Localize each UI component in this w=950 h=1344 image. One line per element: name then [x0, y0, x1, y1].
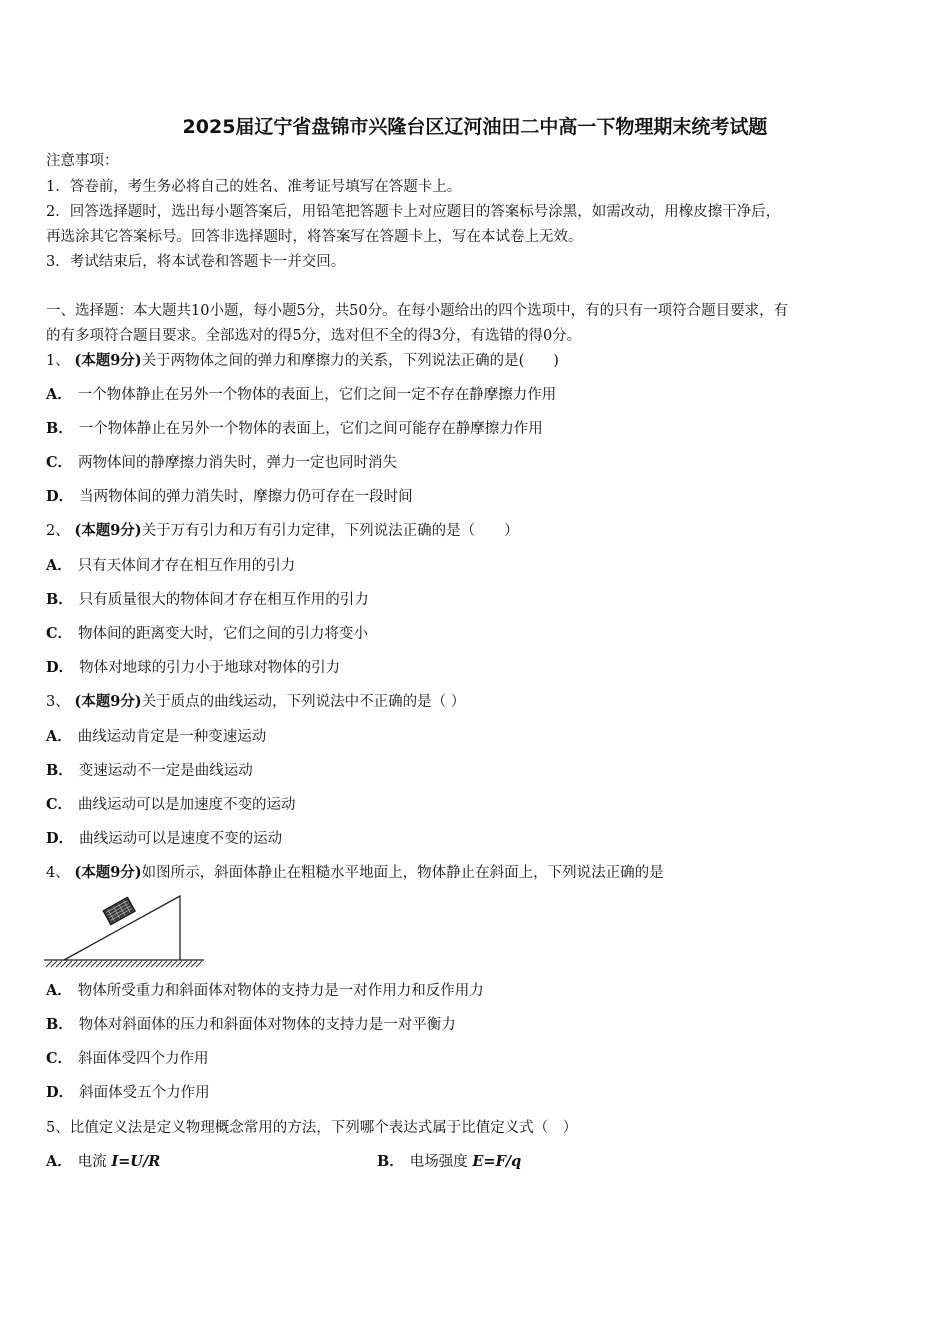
notice-item: 再选涂其它答案标号。回答非选择题时，将答案写在答题卡上，写在本试卷上无效。: [46, 229, 583, 245]
option-label: D．: [46, 659, 74, 676]
option-d[interactable]: [46, 658, 340, 678]
option-text: 斜面体受五个力作用: [79, 1085, 210, 1101]
option-formula: E=F/q: [472, 1153, 522, 1170]
option-d[interactable]: [46, 487, 413, 507]
question-score: (本题9分): [74, 522, 142, 539]
notice-item: 1．答卷前，考生务必将自己的姓名、准考证号填写在答题卡上。: [46, 179, 462, 195]
notice-item: 3．考试结束后，将本试卷和答题卡一并交回。: [46, 254, 346, 270]
section-intro-line-1: 一、选择题：本大题共10小题，每小题5分，共50分。在每小题给出的四个选项中，有的只有一项符合题目要求，有: [46, 303, 789, 319]
option-label: A．: [46, 557, 72, 574]
option-d[interactable]: [46, 829, 282, 849]
question-stem: [46, 521, 519, 541]
incline-diagram: [44, 892, 206, 970]
option-label: B．: [46, 762, 73, 779]
question-stem: [46, 351, 559, 371]
notice-heading: 注意事项：: [46, 153, 119, 169]
question-stem: [46, 1118, 577, 1138]
question-number: 4、: [46, 865, 70, 881]
option-b[interactable]: [46, 1015, 456, 1035]
question-text: 如图所示，斜面体静止在粗糙水平地面上，物体静止在斜面上，下列说法正确的是: [141, 865, 664, 881]
option-b[interactable]: [46, 761, 253, 781]
option-text: 电流: [77, 1154, 112, 1170]
question-stem: [46, 692, 465, 712]
question-number: 2、: [46, 523, 70, 539]
question-text: 关于万有引力和万有引力定律，下列说法正确的是（ ）: [141, 523, 519, 539]
question-score: (本题9分): [74, 864, 142, 881]
option-text: 曲线运动可以是加速度不变的运动: [78, 797, 296, 813]
question-number: 5、: [46, 1120, 70, 1136]
question-text: 比值定义法是定义物理概念常用的方法，下列哪个表达式属于比值定义式（ ）: [69, 1120, 578, 1136]
option-c[interactable]: [46, 795, 296, 815]
option-c[interactable]: [46, 624, 368, 644]
option-label: A．: [46, 1153, 72, 1170]
option-text: 物体所受重力和斜面体对物体的支持力是一对作用力和反作用力: [77, 983, 484, 999]
option-label: B．: [46, 591, 73, 608]
option-text: 物体间的距离变大时，它们之间的引力将变小: [78, 626, 369, 642]
option-text: 物体对地球的引力小于地球对物体的引力: [79, 660, 341, 676]
notice-item: 2．回答选择题时，选出每小题答案后，用铅笔把答题卡上对应题目的答案标号涂黑，如需改动，用橡皮擦干净后，: [46, 204, 781, 220]
question-number: 1、: [46, 353, 70, 369]
option-text: 当两物体间的弹力消失时，摩擦力仍可存在一段时间: [79, 489, 413, 505]
option-label: C．: [46, 796, 73, 813]
option-label: A．: [46, 982, 72, 999]
option-label: C．: [46, 454, 73, 471]
question-text: 关于质点的曲线运动，下列说法中不正确的是（ ）: [141, 694, 466, 710]
question-number: 3、: [46, 694, 70, 710]
option-b[interactable]: [46, 590, 369, 610]
option-label: C．: [46, 1050, 73, 1067]
option-d[interactable]: [46, 1083, 210, 1103]
option-label: C．: [46, 625, 73, 642]
option-label: A．: [46, 728, 72, 745]
option-text: 只有天体间才存在相互作用的引力: [77, 558, 296, 574]
question-stem: [46, 863, 664, 883]
option-text: 一个物体静止在另外一个物体的表面上，它们之间一定不存在静摩擦力作用: [77, 387, 557, 403]
block-on-incline: [103, 897, 135, 925]
option-label: B．: [377, 1153, 404, 1170]
option-label: D．: [46, 830, 74, 847]
question-score: (本题9分): [74, 352, 142, 369]
option-c[interactable]: [46, 1049, 209, 1069]
option-c[interactable]: [46, 453, 397, 473]
page-title: 2025届辽宁省盘锦市兴隆台区辽河油田二中高一下物理期末统考试题: [182, 116, 768, 138]
question-score: (本题9分): [74, 693, 142, 710]
option-a[interactable]: [46, 385, 556, 405]
option-label: A．: [46, 386, 72, 403]
option-text: 一个物体静止在另外一个物体的表面上，它们之间可能存在静摩擦力作用: [78, 421, 543, 437]
option-text: 只有质量很大的物体间才存在相互作用的引力: [78, 592, 369, 608]
option-label: B．: [46, 1016, 73, 1033]
option-a[interactable]: [46, 556, 295, 576]
option-text: 曲线运动可以是速度不变的运动: [79, 831, 283, 847]
option-b[interactable]: [46, 419, 543, 439]
option-a[interactable]: [46, 981, 484, 1001]
option-text: 变速运动不一定是曲线运动: [78, 763, 253, 779]
option-text: 电场强度: [409, 1154, 473, 1170]
question-text: 关于两物体之间的弹力和摩擦力的关系，下列说法正确的是( ): [141, 353, 559, 369]
ground-surface: [44, 960, 204, 967]
section-intro-line-2: 的有多项符合题目要求。全部选对的得5分，选对但不全的得3分，有选错的得0分。: [46, 328, 582, 344]
option-text: 曲线运动肯定是一种变速运动: [77, 729, 267, 745]
option-text: 两物体间的静摩擦力消失时，弹力一定也同时消失: [78, 455, 398, 471]
option-formula: I=U/R: [111, 1153, 161, 1170]
option-text: 物体对斜面体的压力和斜面体对物体的支持力是一对平衡力: [78, 1017, 456, 1033]
option-label: B．: [46, 420, 73, 437]
option-a[interactable]: [46, 1152, 160, 1172]
option-label: D．: [46, 488, 74, 505]
option-a[interactable]: [46, 727, 266, 747]
option-label: D．: [46, 1084, 74, 1101]
option-b[interactable]: [377, 1152, 521, 1172]
option-text: 斜面体受四个力作用: [78, 1051, 209, 1067]
